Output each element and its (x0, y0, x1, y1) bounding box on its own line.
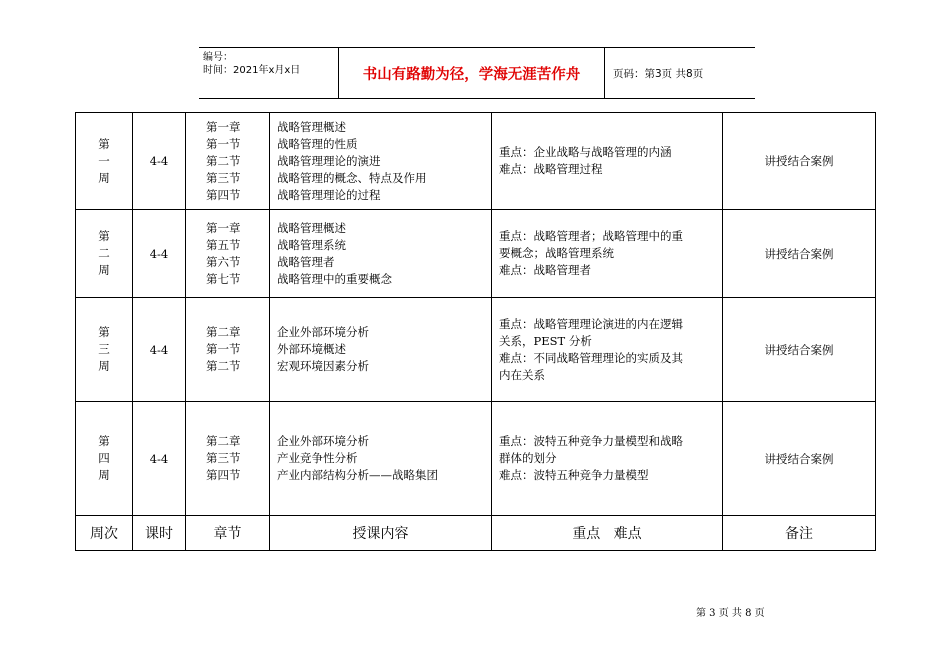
table-header-row (76, 516, 876, 551)
cell-line: 三 (98, 342, 110, 356)
cell-line: 战略管理系统 (277, 237, 346, 252)
header-page-code: 页码：第3页 共8页 (613, 67, 704, 80)
cell-line: 周 (98, 263, 110, 277)
cell-line: 周 (98, 170, 110, 185)
cell-line: 重点：战略管理者；战略管理中的重 (499, 229, 683, 243)
chapter-cell (186, 113, 270, 210)
cell-line: 战略管理理论的演进 (277, 153, 381, 168)
key-points-cell (492, 402, 723, 516)
cell-line: 第五节 (206, 237, 241, 252)
header-time-label: 时间：2021年x月x日 (203, 65, 301, 76)
chapter-cell (186, 298, 270, 402)
cell-line: 战略管理的概念、特点及作用 (277, 170, 427, 185)
note-cell: 讲授结合案例 (723, 402, 876, 516)
cell-line: 第 (98, 229, 110, 243)
key-points-cell (492, 210, 723, 298)
cell-line: 二 (98, 246, 110, 260)
content-cell (270, 402, 492, 516)
cell-line: 第三节 (206, 170, 241, 185)
cell-line: 关系，PEST 分析 (499, 333, 592, 348)
cell-line: 第 (98, 325, 110, 339)
note-cell: 讲授结合案例 (723, 210, 876, 298)
hours-cell: 4-4 (133, 113, 186, 210)
cell-line: 第二章 (206, 325, 241, 339)
cell-line: 第六节 (206, 254, 241, 269)
header-content: 授课内容 (270, 516, 492, 551)
cell-line: 难点：不同战略管理理论的实质及其 (499, 350, 683, 365)
cell-line: 要概念；战略管理系统 (499, 246, 614, 260)
header-number-label: 编号： (203, 52, 233, 63)
table-row (76, 113, 876, 210)
content-cell (270, 298, 492, 402)
cell-line: 重点：战略管理理论演进的内在逻辑 (499, 316, 683, 331)
cell-line: 外部环境概述 (277, 342, 346, 356)
cell-line: 企业外部环境分析 (277, 434, 369, 448)
header-week: 周次 (76, 516, 133, 551)
cell-line: 战略管理概述 (277, 119, 346, 134)
note-cell: 讲授结合案例 (723, 113, 876, 210)
cell-line: 四 (98, 451, 110, 465)
document-header (199, 47, 755, 99)
cell-line: 难点：战略管理者 (499, 263, 591, 277)
cell-line: 难点：战略管理过程 (499, 162, 603, 176)
cell-line: 重点：波特五种竞争力量模型和战略 (499, 434, 683, 448)
cell-line: 第二节 (206, 359, 241, 373)
cell-line: 第四节 (206, 468, 241, 482)
cell-line: 第七节 (206, 271, 241, 286)
schedule-table (75, 112, 876, 551)
cell-line: 第一章 (206, 220, 241, 235)
cell-line: 难点：波特五种竞争力量模型 (499, 468, 649, 482)
week-cell (76, 113, 133, 210)
cell-line: 企业外部环境分析 (277, 325, 369, 339)
cell-line: 战略管理者 (277, 254, 335, 269)
header-key-points: 重点 难点 (492, 516, 723, 551)
key-points-cell (492, 113, 723, 210)
cell-line: 战略管理中的重要概念 (277, 271, 392, 286)
cell-line: 第 (98, 136, 110, 151)
cell-line: 第 (98, 434, 110, 448)
cell-line: 重点：企业战略与战略管理的内涵 (499, 145, 672, 159)
header-chapter: 章节 (186, 516, 270, 551)
cell-line: 第二章 (206, 434, 241, 448)
cell-line: 战略管理理论的过程 (277, 187, 381, 202)
cell-line: 战略管理概述 (277, 220, 346, 235)
week-cell (76, 402, 133, 516)
cell-line: 内在关系 (499, 367, 545, 382)
key-points-cell (492, 298, 723, 402)
cell-line: 第二节 (206, 153, 241, 168)
week-cell (76, 298, 133, 402)
cell-line: 周 (98, 468, 110, 482)
cell-line: 产业内部结构分析——战略集团 (277, 468, 438, 482)
header-motto: 书山有路勤为径，学海无涯苦作舟 (339, 48, 605, 98)
note-cell: 讲授结合案例 (723, 298, 876, 402)
cell-line: 第一节 (206, 342, 241, 356)
header-hours: 课时 (133, 516, 186, 551)
cell-line: 产业竞争性分析 (277, 451, 358, 465)
cell-line: 周 (98, 359, 110, 373)
cell-line: 群体的划分 (499, 451, 557, 465)
hours-cell: 4-4 (133, 210, 186, 298)
cell-line: 一 (98, 153, 110, 168)
cell-line: 宏观环境因素分析 (277, 359, 369, 373)
table-row (76, 402, 876, 516)
cell-line: 第一节 (206, 136, 241, 151)
chapter-cell (186, 210, 270, 298)
hours-cell: 4-4 (133, 402, 186, 516)
hours-cell: 4-4 (133, 298, 186, 402)
cell-line: 第一章 (206, 119, 241, 134)
content-cell (270, 113, 492, 210)
table-row (76, 210, 876, 298)
page-footer: 第 3 页 共 8 页 (696, 608, 765, 619)
content-cell (270, 210, 492, 298)
header-info (199, 48, 339, 98)
cell-line: 战略管理的性质 (277, 136, 358, 151)
table-row (76, 298, 876, 402)
header-note: 备注 (723, 516, 876, 551)
cell-line: 第三节 (206, 451, 241, 465)
cell-line: 第四节 (206, 187, 241, 202)
week-cell (76, 210, 133, 298)
schedule-rows (76, 113, 876, 551)
chapter-cell (186, 402, 270, 516)
